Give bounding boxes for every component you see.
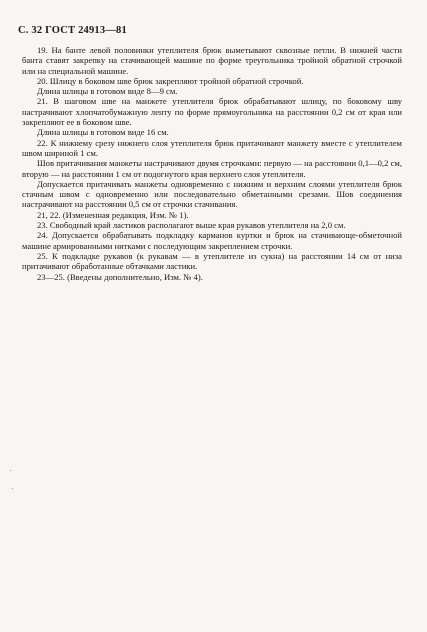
paragraph-20: 20. Шлицу в боковом шве брюк закрепляют тройной обратной строчкой. (37, 75, 304, 86)
paragraph-20-length: Длина шлицы в готовом виде 8—9 см. (37, 86, 178, 97)
amendment-note-1: 21, 22. (Измененная редакция, Изм. № 1). (37, 209, 189, 220)
document-body (22, 45, 402, 282)
paragraph-22-seam: Шов притачивания манжеты настрачивают двумя строчками: первую — на расстоянии 0,1—0,2 см, вторую — на расстоянии 1 см от подогнутого края верхнего слоя утеплителя. (22, 158, 402, 179)
paragraph-19: 19. На банте левой половинки утеплителя брюк выметывают сквозные петли. В нижней части банта ставят закрепку на стачивающей машине по форме треугольника тройной обратной строчкой или на специальной машине. (22, 45, 402, 76)
paragraph-21: 21. В шаговом шве на манжете утеплителя брюк обрабатывают шлицу, по боковому шву настрачивают хлопчатобумажную ленту по форме прямоугольника на расстоянии 0,2 см от края или закрепляют ее в боковом шве. (22, 96, 402, 128)
paragraph-23: 23. Свободный край ластиков располагают выше края рукавов утеплителя на 2,0 см. (37, 220, 346, 231)
page-header: С. 32 ГОСТ 24913—81 (18, 25, 127, 36)
amendment-note-4: 23—25. (Введены дополнительно, Изм. № 4). (37, 271, 203, 282)
paragraph-22: 22. К нижнему срезу нижнего слоя утеплителя брюк притачивают манжету вместе с утеплителем швом шириной 1 см. (22, 137, 402, 158)
paragraph-21-length: Длина шлицы в готовом виде 16 см. (37, 127, 169, 138)
paragraph-25: 25. К подкладке рукавов (к рукавам — в утеплителе из сукна) на расстоянии 14 см от низа притачивают обработанные обтачками ластики. (22, 250, 402, 272)
paragraph-24: 24. Допускается обрабатывать подкладку карманов куртки и брюк на стачивающе-обметочной машине армированными нитками с последующим закреплением строчки. (22, 230, 402, 251)
scan-speck (10, 470, 11, 471)
paragraph-22-allowed: Допускается притачивать манжеты одновременно с нижним и верхним слоями утеплителя брюк стачным швом с одновременно или последовательно обметанными срезами. Шов соединения настрачивают на расстоянии 0,5 см от строчки стачивания. (22, 178, 402, 210)
scan-speck (12, 488, 13, 489)
